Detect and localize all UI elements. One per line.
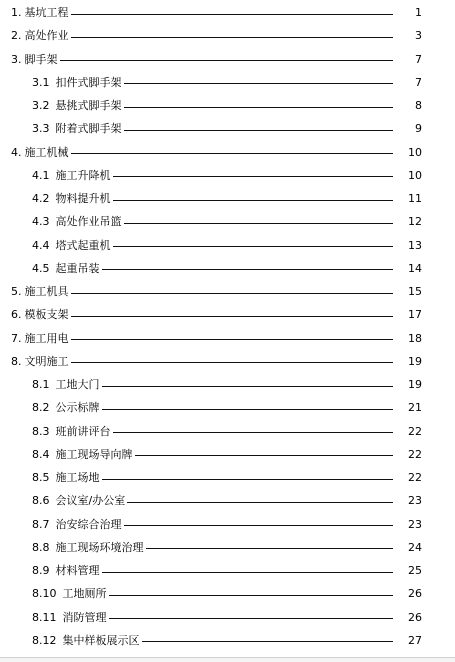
toc-entry-page-number: 22 — [408, 424, 422, 438]
toc-entry-page-number: 7 — [415, 52, 422, 66]
toc-leader-line — [124, 83, 394, 84]
toc-leader-line — [113, 176, 394, 177]
toc-entry-page-number: 17 — [408, 308, 422, 322]
toc-entry[interactable] — [32, 213, 422, 231]
toc-entry[interactable] — [32, 585, 422, 603]
toc-entry[interactable] — [11, 4, 422, 22]
toc-leader-line — [71, 37, 394, 38]
toc-leader-line — [124, 223, 394, 224]
toc-leader-line — [60, 60, 394, 61]
toc-entry-title: 高处作业 — [24, 29, 69, 43]
toc-entry-title: 集中样板展示区 — [62, 633, 140, 647]
toc-entry-number: 8.9 — [32, 564, 50, 577]
toc-entry[interactable] — [32, 167, 422, 185]
toc-entry-number: 4.1 — [32, 168, 50, 182]
toc-entry-title: 工地厕所 — [62, 587, 107, 601]
toc-entry-page-number: 3 — [415, 29, 422, 43]
toc-entry-title: 材料管理 — [55, 564, 100, 577]
toc-leader-line — [113, 246, 394, 247]
toc-entry-page-number: 22 — [408, 447, 422, 461]
toc-entry[interactable] — [32, 609, 422, 627]
page-bottom-edge — [0, 657, 455, 662]
toc-leader-line — [135, 455, 394, 456]
toc-entry-number: 7. — [11, 331, 22, 345]
toc-entry-number: 8.1 — [32, 378, 50, 391]
toc-entry-title: 消防管理 — [62, 610, 107, 624]
toc-entry-title: 治安综合治理 — [55, 517, 122, 531]
toc-leader-line — [71, 14, 394, 15]
toc-entry[interactable] — [11, 144, 422, 162]
toc-entry[interactable] — [11, 353, 422, 371]
toc-entry-page-number: 13 — [408, 238, 422, 252]
toc-entry-page-number: 1 — [415, 6, 422, 19]
toc-entry-title: 文明施工 — [24, 354, 69, 368]
toc-entry-page-number: 11 — [408, 192, 422, 205]
toc-entry-page-number: 27 — [408, 633, 422, 647]
toc-entry-title: 施工机械 — [24, 145, 69, 159]
toc-entry[interactable] — [32, 492, 422, 510]
toc-entry-page-number: 19 — [408, 354, 422, 368]
toc-entry-page-number: 18 — [408, 331, 422, 345]
toc-entry[interactable] — [32, 539, 422, 557]
toc-entry-number: 8.12 — [32, 633, 57, 647]
toc-leader-line — [71, 153, 394, 154]
toc-entry[interactable] — [32, 562, 422, 580]
toc-entry-title: 物料提升机 — [55, 192, 111, 205]
toc-entry-number: 4.5 — [32, 261, 50, 275]
toc-entry-title: 施工机具 — [24, 285, 69, 298]
toc-entry-title: 扣件式脚手架 — [55, 75, 122, 89]
toc-leader-line — [113, 200, 394, 201]
toc-entry-number: 4.4 — [32, 238, 50, 252]
toc-entry[interactable] — [11, 283, 422, 301]
toc-entry-title: 模板支架 — [24, 308, 69, 322]
toc-entry-page-number: 10 — [408, 168, 422, 182]
toc-entry[interactable] — [32, 120, 422, 138]
toc-entry-title: 脚手架 — [24, 52, 58, 66]
toc-entry[interactable] — [32, 423, 422, 441]
toc-entry[interactable] — [32, 97, 422, 115]
toc-leader-line — [71, 339, 394, 340]
toc-entry[interactable] — [32, 399, 422, 417]
toc-leader-line — [146, 548, 394, 549]
toc-entry-title: 高处作业吊篮 — [55, 215, 122, 229]
toc-entry-page-number: 26 — [408, 587, 422, 601]
toc-entry[interactable] — [32, 469, 422, 487]
toc-entry-title: 悬挑式脚手架 — [55, 99, 122, 112]
toc-entry-number: 4. — [11, 145, 22, 159]
toc-entry-number: 4.3 — [32, 215, 50, 229]
toc-entry-page-number: 14 — [408, 261, 422, 275]
toc-leader-line — [102, 479, 394, 480]
toc-entry[interactable] — [11, 51, 422, 69]
toc-entry[interactable] — [11, 27, 422, 45]
toc-entry-page-number: 25 — [408, 564, 422, 577]
toc-entry[interactable] — [32, 190, 422, 208]
toc-entry-page-number: 8 — [415, 99, 422, 112]
toc-leader-line — [102, 409, 394, 410]
toc-entry[interactable] — [32, 237, 422, 255]
toc-leader-line — [71, 362, 394, 363]
toc-leader-line — [113, 432, 394, 433]
toc-entry[interactable] — [32, 516, 422, 534]
toc-entry-number: 8.7 — [32, 517, 50, 531]
toc-leader-line — [109, 618, 394, 619]
toc-entry[interactable] — [11, 330, 422, 348]
toc-entry-number: 4.2 — [32, 192, 50, 205]
toc-entry-number: 1. — [11, 6, 22, 19]
toc-entry-title: 基坑工程 — [24, 6, 69, 19]
toc-entry-number: 3.3 — [32, 122, 50, 136]
toc-entry-page-number: 12 — [408, 215, 422, 229]
toc-entry-page-number: 23 — [408, 517, 422, 531]
toc-entry-page-number: 15 — [408, 285, 422, 298]
toc-entry-title: 附着式脚手架 — [55, 122, 122, 136]
toc-entry-number: 8.2 — [32, 401, 50, 415]
toc-entry-number: 8.5 — [32, 471, 50, 484]
toc-entry-number: 2. — [11, 29, 22, 43]
toc-entry-title: 施工现场环境治理 — [55, 540, 144, 554]
toc-leader-line — [109, 595, 394, 596]
toc-entry-title: 工地大门 — [55, 378, 100, 391]
toc-entry-title: 施工现场导向牌 — [55, 447, 133, 461]
toc-entry-number: 5. — [11, 285, 22, 298]
toc-leader-line — [127, 502, 393, 503]
toc-entry-title: 施工用电 — [24, 331, 69, 345]
toc-entry[interactable] — [32, 446, 422, 464]
toc-leader-line — [142, 641, 394, 642]
toc-entry-number: 3.1 — [32, 75, 50, 89]
toc-leader-line — [102, 386, 394, 387]
toc-entry-title: 施工升降机 — [55, 168, 111, 182]
toc-entry-number: 8.3 — [32, 424, 50, 438]
toc-entry[interactable] — [32, 260, 422, 278]
toc-entry[interactable] — [11, 306, 422, 324]
toc-entry-number: 8.10 — [32, 587, 57, 601]
toc-entry-page-number: 22 — [408, 471, 422, 484]
toc-leader-line — [124, 107, 394, 108]
toc-entry[interactable] — [32, 376, 422, 394]
toc-entry-page-number: 7 — [415, 75, 422, 89]
toc-entry-page-number: 21 — [408, 401, 422, 415]
toc-entry-page-number: 19 — [408, 378, 422, 391]
toc-entry-number: 3.2 — [32, 99, 50, 112]
toc-entry-title: 起重吊装 — [55, 261, 100, 275]
toc-entry-number: 8.11 — [32, 610, 57, 624]
toc-entry-page-number: 26 — [408, 610, 422, 624]
toc-entry[interactable] — [32, 632, 422, 650]
toc-entry-page-number: 10 — [408, 145, 422, 159]
toc-leader-line — [102, 269, 394, 270]
toc-entry-number: 8.8 — [32, 540, 50, 554]
toc-entry-title: 施工场地 — [55, 471, 100, 484]
toc-entry-title: 会议室/办公室 — [55, 494, 126, 508]
toc-leader-line — [71, 293, 394, 294]
toc-leader-line — [102, 572, 394, 573]
toc-entry-page-number: 9 — [415, 122, 422, 136]
toc-entry-page-number: 24 — [408, 540, 422, 554]
toc-leader-line — [71, 316, 394, 317]
toc-leader-line — [124, 525, 394, 526]
toc-entry-page-number: 23 — [408, 494, 422, 508]
toc-entry-number: 8.6 — [32, 494, 50, 508]
toc-entry-title: 公示标牌 — [55, 401, 100, 415]
toc-entry-title: 班前讲评台 — [55, 424, 111, 438]
toc-entry[interactable] — [32, 74, 422, 92]
toc-entry-number: 8. — [11, 354, 22, 368]
toc-entry-number: 6. — [11, 308, 22, 322]
toc-entry-number: 3. — [11, 52, 22, 66]
toc-entry-title: 塔式起重机 — [55, 238, 111, 252]
toc-leader-line — [124, 130, 394, 131]
toc-entry-number: 8.4 — [32, 447, 50, 461]
